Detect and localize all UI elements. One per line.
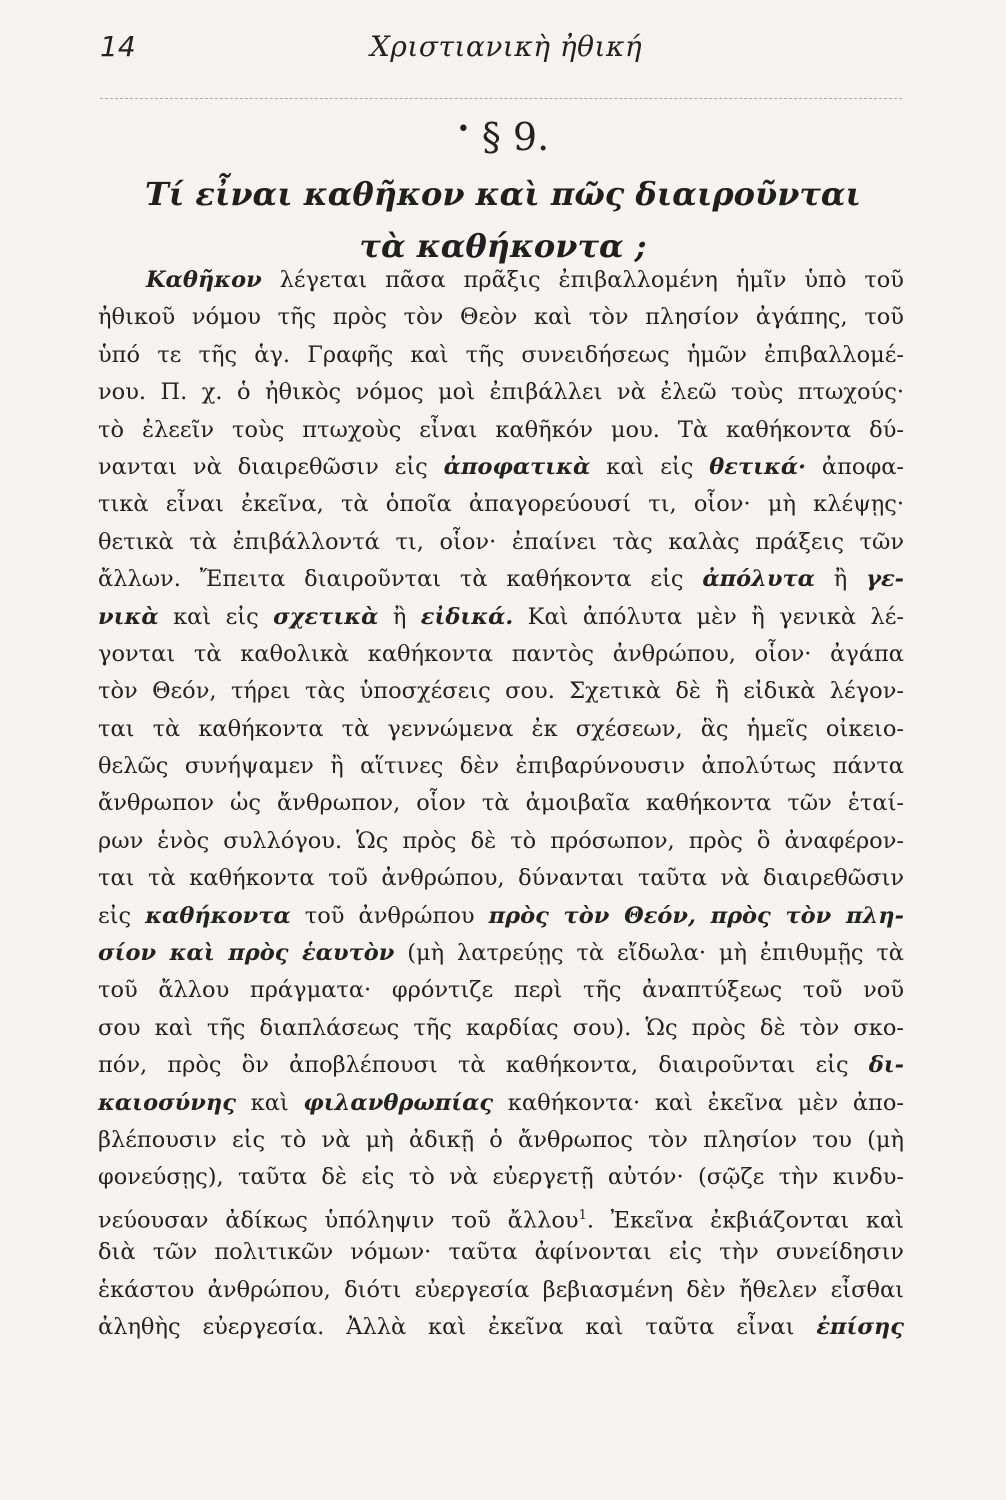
text-line: [98, 337, 904, 374]
text-line: [98, 561, 904, 598]
text-run: διὰ τῶν πολιτικῶν νόμων· ταῦτα ἀφίνονται εἰς τὴν συνείδησιν: [98, 1239, 904, 1266]
page-number: 14: [100, 30, 136, 63]
text-run: θετικὰ τὰ ἐπιβάλλοντά τι, οἷον· ἐπαίνει τὰς καλὰς πράξεις τῶν: [98, 528, 904, 555]
bold-term: πρὸς τὸν Θεόν, πρὸς τὸν πλη-: [488, 902, 904, 929]
text-run: βλέπουσιν εἰς τὸ νὰ μὴ ἀδικῇ ὁ ἄνθρωπος τὸν πλησίον του (μὴ: [98, 1126, 904, 1153]
text-line: [98, 1309, 904, 1346]
text-line: [98, 972, 904, 1009]
text-run: τὸν Θεόν, τήρει τὰς ὑποσχέσεις σου. Σχετικὰ δὲ ἢ εἰδικὰ λέγον-: [98, 678, 904, 705]
text-line: [98, 1197, 904, 1234]
text-run: (μὴ λατρεύῃς τὰ εἴδωλα· μὴ ἐπιθυμῇς τὰ: [394, 940, 904, 967]
text-line: [98, 299, 904, 336]
bold-term: νικὰ: [98, 603, 159, 630]
section-title: [0, 168, 1006, 272]
text-line: [98, 599, 904, 636]
text-run: καθήκοντα· καὶ ἐκεῖνα μὲν ἀπο-: [493, 1089, 904, 1116]
section-title-line: τὰ καθήκοντα ;: [359, 227, 647, 265]
text-run: . Ἐκεῖνα ἐκβιάζονται καὶ: [586, 1207, 905, 1234]
text-run: φονεύσῃς), ταῦτα δὲ εἰς τὸ νὰ εὐεργετῇ αὐτόν· (σῷζε τὴν κινδυ-: [98, 1164, 904, 1191]
text-line: [98, 449, 904, 486]
text-run: Καὶ ἀπόλυτα μὲν ἢ γενικὰ λέ-: [513, 603, 904, 630]
text-run: ὑπό τε τῆς ἁγ. Γραφῆς καὶ τῆς συνειδήσεως ἡμῶν ἐπιβαλλομέ-: [98, 341, 904, 368]
bold-term: ἐπίσης: [816, 1313, 904, 1340]
text-run: ται τὰ καθήκοντα τὰ γεννώμενα ἐκ σχέσεων, ἃς ἡμεῖς οἰκειο-: [98, 715, 904, 742]
text-run: νανται νὰ διαιρεθῶσιν εἰς: [98, 453, 444, 480]
text-run: τοῦ ἄλλου πράγματα· φρόντιζε περὶ τῆς ἀναπτύξεως τοῦ νοῦ: [98, 977, 904, 1004]
bold-term: ἀπόλυτα: [702, 566, 815, 593]
section-number: [0, 115, 1006, 159]
text-line: [98, 1085, 904, 1122]
text-line: [98, 412, 904, 449]
text-line: [98, 898, 904, 935]
running-title: Χριστιανικὴ ἠθική: [370, 30, 643, 63]
text-line: [98, 860, 904, 897]
text-run: θελῶς συνήψαμεν ἢ αἵτινες δὲν ἐπιβαρύνουσιν ἀπολύτως πάντα: [98, 753, 904, 780]
footnote-mark: 1: [578, 1207, 587, 1223]
text-run: ἄλλων. Ἔπειτα διαιροῦνται τὰ καθήκοντα εἰς: [98, 566, 703, 593]
text-run: ἢ: [814, 566, 867, 593]
running-head: [100, 30, 900, 70]
text-run: ἀληθὴς εὐεργεσία. Ἀλλὰ καὶ ἐκεῖνα καὶ ταῦτα εἶναι: [98, 1313, 817, 1340]
bold-term: δι-: [868, 1052, 904, 1079]
text-line: [98, 1047, 904, 1084]
text-run: ἠθικοῦ νόμου τῆς πρὸς τὸν Θεὸν καὶ τὸν πλησίον ἀγάπης, τοῦ: [98, 304, 904, 331]
text-line: [98, 374, 904, 411]
bold-term: καιοσύνης: [98, 1089, 236, 1116]
header-rule: [100, 98, 902, 99]
text-run: πόν, πρὸς ὃν ἀποβλέπουσι τὰ καθήκοντα, διαιροῦνται εἰς: [98, 1052, 869, 1079]
text-run: νου. Π. χ. ὁ ἠθικὸς νόμος μοὶ ἐπιβάλλει νὰ ἐλεῶ τοὺς πτωχούς·: [98, 379, 904, 406]
text-line: [98, 1122, 904, 1159]
bullet-mark: •: [456, 117, 470, 142]
bold-term: θετικά·: [709, 453, 806, 480]
text-run: σου καὶ τῆς διαπλάσεως τῆς καρδίας σου). Ὡς πρὸς δὲ τὸν σκο-: [98, 1014, 904, 1041]
text-run: εἰς: [98, 902, 146, 929]
text-line: [98, 673, 904, 710]
text-run: καὶ: [235, 1089, 304, 1116]
text-line: [98, 1010, 904, 1047]
text-run: ρων ἑνὸς συλλόγου. Ὡς πρὸς δὲ τὸ πρόσωπον, πρὸς ὃ ἀναφέρον-: [98, 827, 904, 854]
bold-term: καθήκοντα: [145, 902, 291, 929]
text-run: καὶ εἰς: [590, 453, 710, 480]
text-run: ἢ: [378, 603, 421, 630]
body-text: [98, 262, 904, 1346]
text-line: [98, 636, 904, 673]
text-line: [98, 524, 904, 561]
text-run: γονται τὰ καθολικὰ καθήκοντα παντὸς ἀνθρώπου, οἷον· ἀγάπα: [98, 640, 904, 667]
text-run: νεύουσαν ἀδίκως ὑπόληψιν τοῦ ἄλλου: [98, 1207, 579, 1234]
bold-term: γε-: [866, 566, 904, 593]
text-run: ἀποφα-: [806, 453, 904, 480]
text-line: [98, 262, 904, 299]
text-line: [98, 748, 904, 785]
text-run: τοῦ ἀνθρώπου: [290, 902, 489, 929]
text-line: [98, 785, 904, 822]
text-line: [98, 711, 904, 748]
text-run: ται τὰ καθήκοντα τοῦ ἀνθρώπου, δύνανται ταῦτα νὰ διαιρεθῶσιν: [98, 865, 904, 892]
text-run: τικὰ εἶναι ἐκεῖνα, τὰ ὁποῖα ἀπαγορεύουσί τι, οἷον· μὴ κλέψῃς·: [98, 491, 904, 518]
section-title-line: Τί εἶναι καθῆκον καὶ πῶς διαιροῦνται: [144, 175, 862, 213]
text-line: [98, 1272, 904, 1309]
text-line: [98, 935, 904, 972]
text-run: λέγεται πᾶσα πρᾶξις ἐπιβαλλομένη ἡμῖν ὑπὸ τοῦ: [261, 267, 904, 293]
bold-term: σχετικὰ: [273, 603, 379, 630]
text-run: ἑκάστου ἀνθρώπου, διότι εὐεργεσία βεβιασμένη δὲν ἤθελεν εἶσθαι: [98, 1276, 904, 1303]
text-line: [98, 1234, 904, 1271]
text-line: [98, 823, 904, 860]
text-run: καὶ εἰς: [158, 603, 274, 630]
bold-term: εἰδικά.: [420, 603, 514, 630]
text-line: [98, 1159, 904, 1196]
bold-term: ἀποφατικὰ: [443, 453, 591, 480]
text-line: [98, 486, 904, 523]
text-run: ἄνθρωπον ὡς ἄνθρωπον, οἷον τὰ ἀμοιβαῖα καθήκοντα τῶν ἑταί-: [98, 790, 904, 817]
bold-term: Καθῆκον: [146, 267, 262, 293]
text-run: τὸ ἐλεεῖν τοὺς πτωχοὺς εἶναι καθῆκόν μου. Τὰ καθήκοντα δύ-: [98, 416, 904, 443]
section-number-text: § 9.: [481, 115, 550, 159]
bold-term: φιλανθρωπίας: [303, 1089, 494, 1116]
bold-term: σίον καὶ πρὸς ἑαυτὸν: [98, 940, 395, 967]
